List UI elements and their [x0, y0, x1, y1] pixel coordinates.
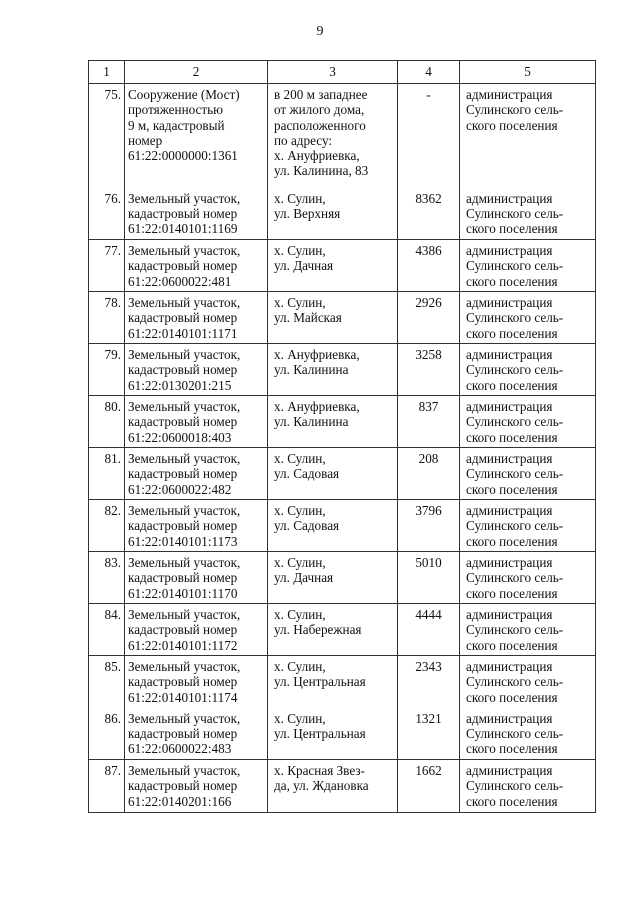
cell-line: х. Сулин,: [274, 451, 326, 466]
cell-line: кадастровый номер: [128, 414, 238, 430]
cell-line: Сулинского сель-: [466, 674, 564, 690]
cell-line: администрация: [466, 710, 553, 726]
cell-line: ского поселения: [466, 117, 558, 133]
object-description: [125, 500, 268, 552]
object-area: -: [398, 84, 460, 188]
object-owner: [460, 500, 596, 552]
cell-line: х. Сулин,: [274, 659, 326, 674]
cell-line: по адресу:: [274, 132, 333, 148]
cell-line: кадастровый номер: [128, 205, 238, 221]
cell-line: ул. Центральная: [274, 725, 366, 741]
object-owner: [460, 760, 596, 813]
cell-line: администрация: [466, 347, 553, 362]
table-row: [89, 656, 596, 708]
cell-line: Земельный участок,: [128, 555, 241, 570]
cell-line: администрация: [466, 87, 553, 102]
cell-line: 9 м, кадастровый: [128, 117, 225, 133]
table-row: [89, 552, 596, 604]
object-description: [125, 708, 268, 760]
table-body: [89, 84, 596, 813]
object-owner: [460, 552, 596, 604]
cell-line: Сооружение (Мост): [128, 87, 240, 102]
cell-line: ул. Центральная: [274, 674, 366, 690]
cell-line: 61:22:0130201:215: [128, 377, 232, 393]
row-number: 83.: [89, 552, 125, 604]
object-address: [268, 344, 398, 396]
table-row: [89, 344, 596, 396]
table-row: [89, 448, 596, 500]
row-number: 85.: [89, 656, 125, 708]
cell-line: кадастровый номер: [128, 674, 238, 690]
cell-line: администрация: [466, 503, 553, 518]
object-area: 2343: [398, 656, 460, 708]
object-description: [125, 552, 268, 604]
cell-line: ул. Садовая: [274, 518, 340, 534]
object-description: [125, 760, 268, 813]
object-area: 837: [398, 396, 460, 448]
cell-line: ул. Набережная: [274, 622, 362, 638]
cell-line: Сулинского сель-: [466, 310, 564, 326]
cell-line: администрация: [466, 190, 553, 206]
cell-line: протяженностью: [128, 102, 224, 118]
cell-line: расположенного: [274, 117, 366, 133]
cell-line: ул. Дачная: [274, 570, 334, 586]
object-description: [125, 396, 268, 448]
cell-line: х. Сулин,: [274, 295, 326, 310]
page-number: 9: [316, 24, 324, 39]
cell-line: Земельный участок,: [128, 399, 241, 414]
cell-line: х. Сулин,: [274, 710, 326, 726]
table-row: [89, 604, 596, 656]
object-address: [268, 188, 398, 240]
cell-line: ул. Калинина: [274, 414, 349, 430]
row-number: 87.: [89, 760, 125, 813]
cell-line: 61:22:0140101:1174: [128, 689, 238, 705]
object-description: [125, 188, 268, 240]
cell-line: ского поселения: [466, 481, 558, 497]
cell-line: администрация: [466, 555, 553, 570]
object-address: [268, 552, 398, 604]
cell-line: х. Сулин,: [274, 243, 326, 258]
cell-line: Сулинского сель-: [466, 414, 564, 430]
cell-line: Сулинского сель-: [466, 205, 564, 221]
cell-line: 61:22:0600022:482: [128, 481, 232, 497]
object-description: [125, 84, 268, 188]
cell-line: ского поселения: [466, 325, 558, 341]
cell-line: х. Сулин,: [274, 607, 326, 622]
cell-line: Сулинского сель-: [466, 622, 564, 638]
object-description: [125, 240, 268, 292]
row-number: 82.: [89, 500, 125, 552]
cell-line: ского поселения: [466, 429, 558, 445]
cell-line: ул. Верхняя: [274, 205, 341, 221]
object-area: 3258: [398, 344, 460, 396]
row-number: 84.: [89, 604, 125, 656]
row-number: 81.: [89, 448, 125, 500]
table-row: [89, 708, 596, 760]
cell-line: ского поселения: [466, 273, 558, 289]
cell-line: ул. Дачная: [274, 258, 334, 274]
header-cell: 1: [89, 61, 125, 84]
object-area: 3796: [398, 500, 460, 552]
object-description: [125, 604, 268, 656]
object-owner: [460, 708, 596, 760]
cell-line: ского поселения: [466, 637, 558, 653]
object-area: 208: [398, 448, 460, 500]
object-address: [268, 760, 398, 813]
object-address: [268, 500, 398, 552]
table-row: [89, 84, 596, 188]
cell-line: 61:22:0140101:1170: [128, 585, 238, 601]
cell-line: Земельный участок,: [128, 659, 241, 674]
cell-line: 61:22:0140101:1173: [128, 533, 238, 549]
row-number: 75.: [89, 84, 125, 188]
cell-line: кадастровый номер: [128, 310, 238, 326]
object-description: [125, 656, 268, 708]
cell-line: Земельный участок,: [128, 710, 241, 726]
cell-line: Земельный участок,: [128, 243, 241, 258]
cell-line: кадастровый номер: [128, 466, 238, 482]
cell-line: Сулинского сель-: [466, 725, 564, 741]
object-description: [125, 292, 268, 344]
cell-line: 61:22:0140101:1169: [128, 221, 238, 237]
object-area: 1662: [398, 760, 460, 813]
cell-line: ского поселения: [466, 221, 558, 237]
cell-line: администрация: [466, 243, 553, 258]
cell-line: х. Ануфриевка,: [274, 148, 360, 164]
cell-line: номер: [128, 132, 163, 148]
object-owner: [460, 84, 596, 188]
row-number: 79.: [89, 344, 125, 396]
cell-line: Сулинского сель-: [466, 778, 564, 794]
cell-line: кадастровый номер: [128, 570, 238, 586]
object-area: 4444: [398, 604, 460, 656]
cell-line: х. Ануфриевка,: [274, 399, 360, 414]
object-owner: [460, 448, 596, 500]
cell-line: кадастровый номер: [128, 518, 238, 534]
cell-line: кадастровый номер: [128, 725, 238, 741]
cell-line: Земельный участок,: [128, 607, 241, 622]
object-owner: [460, 656, 596, 708]
row-number: 78.: [89, 292, 125, 344]
table-row: [89, 760, 596, 813]
row-number: 76.: [89, 188, 125, 240]
cell-line: 61:22:0600022:483: [128, 741, 232, 757]
cell-line: 61:22:0140101:1172: [128, 637, 238, 653]
object-area: 5010: [398, 552, 460, 604]
object-owner: [460, 292, 596, 344]
cell-line: Земельный участок,: [128, 190, 241, 206]
cell-line: ского поселения: [466, 377, 558, 393]
cell-line: 61:22:0140101:1171: [128, 325, 238, 341]
cell-line: Сулинского сель-: [466, 570, 564, 586]
cell-line: администрация: [466, 763, 553, 778]
object-owner: [460, 604, 596, 656]
cell-line: Земельный участок,: [128, 347, 241, 362]
table-row: [89, 396, 596, 448]
cell-line: кадастровый номер: [128, 622, 238, 638]
header-cell: 5: [460, 61, 596, 84]
object-address: [268, 604, 398, 656]
header-cell: 4: [398, 61, 460, 84]
object-area: 8362: [398, 188, 460, 240]
cell-line: 61:22:0600018:403: [128, 429, 232, 445]
cell-line: 61:22:0600022:481: [128, 273, 232, 289]
cell-line: кадастровый номер: [128, 778, 238, 794]
object-area: 2926: [398, 292, 460, 344]
cell-line: Сулинского сель-: [466, 466, 564, 482]
object-address: [268, 292, 398, 344]
object-address: [268, 448, 398, 500]
cell-line: ул. Садовая: [274, 466, 340, 482]
object-address: [268, 708, 398, 760]
cell-line: х. Сулин,: [274, 555, 326, 570]
cell-line: Сулинского сель-: [466, 102, 564, 118]
object-address: [268, 240, 398, 292]
object-address: [268, 84, 398, 188]
cell-line: администрация: [466, 295, 553, 310]
cell-line: Земельный участок,: [128, 451, 241, 466]
cell-line: кадастровый номер: [128, 258, 238, 274]
cell-line: в 200 м западнее: [274, 87, 368, 102]
object-address: [268, 656, 398, 708]
object-address: [268, 396, 398, 448]
cell-line: Сулинского сель-: [466, 258, 564, 274]
cell-line: администрация: [466, 607, 553, 622]
cell-line: ского поселения: [466, 689, 558, 705]
row-number: 77.: [89, 240, 125, 292]
cell-line: да, ул. Ждановка: [274, 778, 369, 794]
cell-line: администрация: [466, 451, 553, 466]
table-row: [89, 500, 596, 552]
object-description: [125, 448, 268, 500]
cell-line: х. Сулин,: [274, 190, 326, 206]
table-row: [89, 292, 596, 344]
object-description: [125, 344, 268, 396]
table-row: [89, 240, 596, 292]
object-owner: [460, 344, 596, 396]
cell-line: х. Ануфриевка,: [274, 347, 360, 362]
object-area: 4386: [398, 240, 460, 292]
cell-line: кадастровый номер: [128, 362, 238, 378]
cell-line: 61:22:0140201:166: [128, 793, 232, 809]
header-cell: 2: [125, 61, 268, 84]
cell-line: Земельный участок,: [128, 295, 241, 310]
cell-line: ул. Калинина, 83: [274, 163, 369, 179]
row-number: 80.: [89, 396, 125, 448]
cell-line: ского поселения: [466, 533, 558, 549]
row-number: 86.: [89, 708, 125, 760]
object-area: 1321: [398, 708, 460, 760]
cell-line: Сулинского сель-: [466, 518, 564, 534]
cell-line: ул. Майская: [274, 310, 342, 326]
cell-line: ул. Калинина: [274, 362, 349, 378]
cell-line: х. Красная Звез-: [274, 763, 365, 778]
cell-line: администрация: [466, 659, 553, 674]
cell-line: 61:22:0000000:1361: [128, 148, 238, 164]
cell-line: Земельный участок,: [128, 503, 241, 518]
object-owner: [460, 188, 596, 240]
table-row: [89, 188, 596, 240]
cell-line: ского поселения: [466, 793, 558, 809]
table-header: [89, 61, 596, 84]
cell-line: Земельный участок,: [128, 763, 241, 778]
cell-line: ского поселения: [466, 585, 558, 601]
cell-line: Сулинского сель-: [466, 362, 564, 378]
header-cell: 3: [268, 61, 398, 84]
cell-line: х. Сулин,: [274, 503, 326, 518]
object-owner: [460, 396, 596, 448]
property-table: [88, 60, 596, 813]
object-owner: [460, 240, 596, 292]
cell-line: администрация: [466, 399, 553, 414]
cell-line: от жилого дома,: [274, 102, 365, 118]
cell-line: ского поселения: [466, 741, 558, 757]
